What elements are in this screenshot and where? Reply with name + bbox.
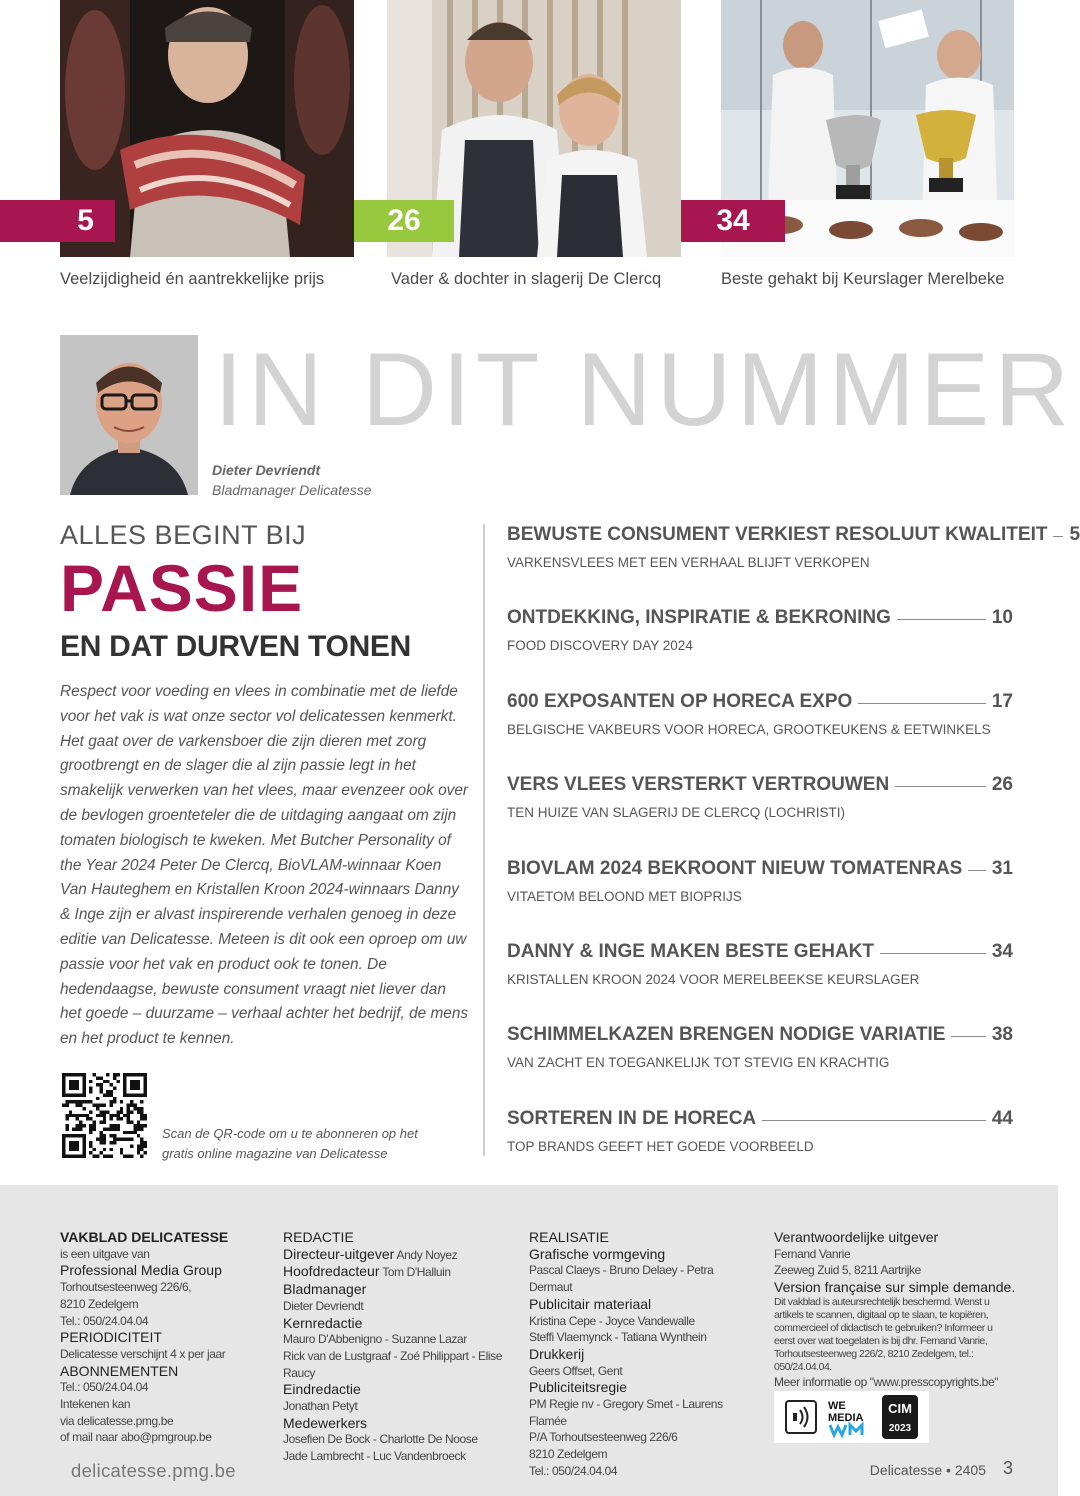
toc-subtitle: VAN ZACHT EN TOEGANKELIJK TOT STEVIG EN KRACHTIG [507,1055,890,1071]
toc-subtitle: KRISTALLEN KROON 2024 VOOR MERELBEEKSE KEURSLAGER [507,971,920,987]
colophon [0,1185,1058,1496]
feature-page-badge: 34 [681,200,785,242]
colophon-label: Publiciteitsregie [529,1379,628,1396]
editorial-subhead: EN DAT DURVEN TONEN [60,630,412,663]
toc-subtitle: TEN HUIZE VAN SLAGERIJ DE CLERCQ (LOCHRISTI) [507,805,846,821]
toc-item[interactable] [507,524,1080,607]
editorial-headline: PASSIE [60,551,304,625]
colophon-text: Tel.: 050/24.04.04 [529,1463,618,1478]
toc-leader [951,1036,985,1037]
feature-caption: Beste gehakt bij Keurslager Merelbeke [721,270,1005,288]
toc-page: 31 [991,857,1013,879]
colophon-text: Andy Noyez [396,1247,458,1262]
colophon-text: is een uitgave van [60,1246,150,1261]
issue-folio: Delicatesse • 2405 [869,1462,986,1478]
toc-item[interactable] [507,941,1013,1024]
toc-page: 44 [991,1107,1013,1129]
feature-page-badge: 26 [354,200,454,242]
author-portrait [60,335,198,495]
feature-caption: Vader & dochter in slagerij De Clercq [391,270,662,288]
wemedia-logo [826,1397,872,1437]
toc-leader [1053,536,1063,537]
colophon-text: Zeeweg Zuid 5, 8211 Aartrijke [774,1263,921,1278]
feature-caption: Veelzijdigheid én aantrekkelijke prijs [60,270,325,288]
toc-title: ONTDEKKING, INSPIRATIE & BEKRONING [507,607,891,629]
toc-subtitle: VITAETOM BELOOND MET BIOPRIJS [507,888,742,904]
toc-page: 38 [991,1024,1013,1046]
toc-leader [858,703,986,704]
colophon-label: Publicitair materiaal [529,1295,652,1312]
table-of-contents [507,524,1080,1191]
page-number: 3 [1002,1458,1013,1478]
colophon-link[interactable]: via delicatesse.pmg.be [60,1413,174,1428]
toc-title: SCHIMMELKAZEN BRENGEN NODIGE VARIATIE [507,1024,946,1046]
colophon-publisher [60,1229,270,1446]
colophon-text: Rick van de Lustgraaf - Zoé Philippart - Elise Raucy [283,1348,503,1380]
toc-item[interactable] [507,774,1013,857]
colophon-text: 8210 Zedelgem [529,1447,608,1462]
colophon-label: Eindredactie [283,1381,361,1398]
toc-leader [895,786,986,787]
toc-title: BIOVLAM 2024 BEKROONT NIEUW TOMATENRAS [507,857,963,879]
colophon-editorial [283,1229,513,1465]
toc-page: 17 [991,690,1013,712]
colophon-label: Hoofdredacteur [283,1263,380,1280]
colophon-text: Tel.: 050/24.04.04 [60,1313,149,1328]
colophon-text: Delicatesse verschijnt 4 x per jaar [60,1346,226,1361]
colophon-text: Steffi Vlaemynck - Tatiana Wynthein [529,1330,707,1345]
colophon-label: Medewerkers [283,1414,368,1431]
colophon-label: Directeur-uitgever [283,1245,395,1262]
colophon-text: Jonathan Petyt [283,1399,358,1414]
toc-page: 5 [1069,524,1080,545]
colophon-heading: Verantwoordelijke uitgever [774,1229,939,1245]
logo-strip [774,1391,929,1443]
colophon-heading: PERIODICITEIT [60,1329,162,1346]
toc-item[interactable] [507,607,1013,690]
toc-title: VERS VLEES VERSTERKT VERTROUWEN [507,774,890,796]
colophon-label: Grafische vormgeving [529,1245,666,1262]
colophon-label: Drukkerij [529,1345,585,1362]
colophon-text: Version française sur simple demande. [774,1279,1016,1296]
subscribe-qr-code[interactable] [62,1073,147,1158]
toc-subtitle: VARKENSVLEES MET EEN VERHAAL BLIJFT VERKOPEN [507,555,870,570]
colophon-legal: Dit vakblad is auteursrechtelijk beschermd. Wenst u artikels te scannen, digitaal op te slaan, te kopiëren, commercieel of didactisch te gebruiken? Informeer u eerst over wat toegelaten is bij dhr. Fernand Vanrie, Torhoutsesteenweg 226/2, 8210 Zedelgem, tel.: 050/24.04.04. [774,1295,993,1373]
colophon-label: Bladmanager [283,1281,367,1298]
colophon-text: PM Regie nv - Gregory Smet - Laurens Flamée [529,1397,723,1428]
toc-item[interactable] [507,1024,1013,1107]
svg-text:CIM: CIM [888,1401,913,1416]
toc-leader [968,870,986,871]
colophon-text: Fernand Vanrie [774,1246,851,1261]
toc-page: 26 [991,774,1013,796]
colophon-text: P/A Torhoutsesteenweg 226/6 [529,1430,678,1445]
colophon-link[interactable]: of mail naar abo@pmgroup.be [60,1430,212,1445]
toc-title: SORTEREN IN DE HORECA [507,1107,757,1129]
toc-page: 10 [991,607,1013,629]
editorial-kicker: ALLES BEGINT BIJ [60,520,307,550]
toc-item[interactable] [507,858,1013,941]
colophon-text: Dieter Devriendt [283,1298,364,1313]
colophon-heading: ABONNEMENTEN [60,1362,179,1379]
colophon-text: Jade Lambrecht - Luc Vandenbroeck [283,1449,466,1464]
toc-item[interactable] [507,1108,1013,1191]
colophon-heading: VAKBLAD DELICATESSE [60,1229,229,1245]
colophon-heading: REDACTIE [283,1229,354,1245]
toc-page: 34 [991,940,1013,962]
svg-text:MEDIA: MEDIA [828,1412,864,1424]
colophon-text: Mauro D'Abbenigno - Suzanne Lazar [283,1332,467,1347]
colophon-text: Pascal Claeys - Bruno Delaey - Petra Dermaut [529,1263,714,1295]
colophon-label: Kernredactie [283,1314,363,1331]
toc-item[interactable] [507,691,1013,774]
colophon-heading: REALISATIE [529,1229,609,1245]
toc-leader [897,619,986,620]
toc-title: 600 EXPOSANTEN OP HORECA EXPO [507,690,853,712]
colophon-text: 8210 Zedelgem [60,1296,139,1311]
toc-subtitle: BELGISCHE VAKBEURS VOOR HORECA, GROOTKEUKENS & EETWINKELS [507,721,991,737]
colophon-text: Geers Offset, Gent [529,1363,623,1378]
toc-title: BEWUSTE CONSUMENT VERKIEST RESOLUUT KWALITEIT [507,524,1048,545]
author-name: Dieter Devriendt [212,462,321,478]
website-link[interactable]: delicatesse.pmg.be [71,1460,236,1481]
cim-logo [882,1395,918,1439]
author-role: Bladmanager Delicatesse [212,482,372,498]
colophon-text: Intekenen kan [60,1397,131,1412]
colophon-text: Josefien De Bock - Charlotte De Noose [283,1432,478,1447]
colophon-text: Tom D'Halluin [382,1265,451,1280]
column-divider [483,524,485,1156]
svg-text:WE: WE [828,1400,847,1412]
colophon-text: Professional Media Group [60,1262,222,1279]
toc-title: DANNY & INGE MAKEN BESTE GEHAKT [507,940,875,962]
svg-text:2023: 2023 [889,1423,912,1434]
qr-caption: Scan de QR-code om u te abonneren op het gratis online magazine van Delicatesse [162,1126,418,1161]
editorial-body: Respect voor voeding en vlees in combinatie met de liefde voor het vak is wat onze sector vol delicatessen kenmerkt. Het gaat over de varkensboer die zijn dieren met zorg grootbrengt en de slager die al zijn passie legt in het smakelijk verwerken van het vlees, maar evenzeer ook over de bevlogen groenteteler die de uitdaging aangaat om zijn tomaten biologisch te kweken. Met Butcher Personality of the Year 2024 Peter De Clercq, BioVLAM-winnaar Koen Van Hauteghem en Kristallen Kroon 2024-winnaars Danny & Inge zijn er alvast inspirerende verhalen genoeg in deze editie van Delicatesse. Meteen is dit ook een oproep om uw passie voor het vak en product ook te tonen. De hedendaagse, bewuste consument vraagt niet liever dan het goede – duurzame – verhaal achter het bedrijf, de mens en het product te kennen. [60,683,469,1048]
colophon-link[interactable]: Meer informatie op "www.presscopyrights.be" [774,1374,999,1389]
page-title: IN DIT NUMMER [214,332,1075,448]
toc-subtitle: TOP BRANDS GEEFT HET GOEDE VOORBEELD [507,1138,814,1154]
feature-page-badge: 5 [0,200,115,242]
colophon-production [529,1229,759,1480]
colophon-responsible [774,1229,1024,1391]
audio-icon [785,1400,817,1434]
colophon-text: Tel.: 050/24.04.04 [60,1380,149,1395]
toc-leader [880,953,986,954]
toc-leader [762,1120,986,1121]
toc-subtitle: FOOD DISCOVERY DAY 2024 [507,638,693,654]
colophon-text: Torhoutsesteenweg 226/6, [60,1280,192,1295]
colophon-text: Kristina Cepe - Joyce Vandewalle [529,1313,695,1328]
